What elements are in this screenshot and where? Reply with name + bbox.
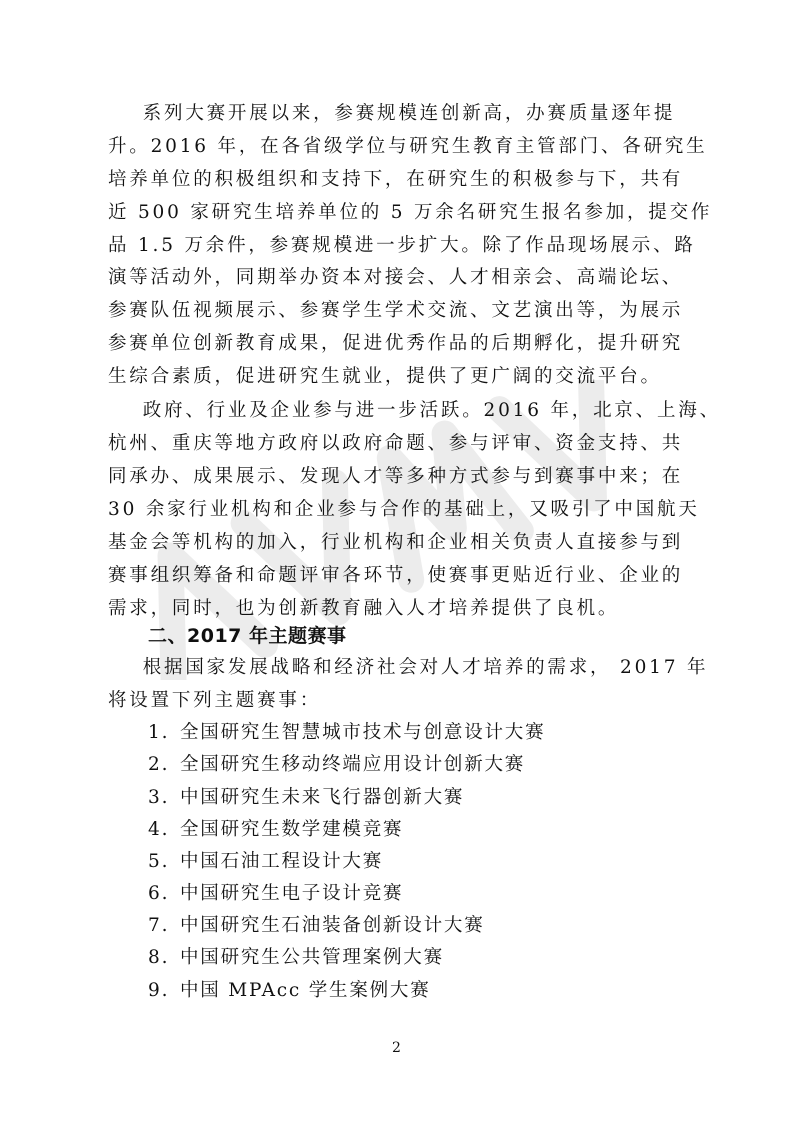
list-item-text: 中国研究生未来飞行器创新大赛 — [180, 787, 465, 808]
list-item-number: 9. — [148, 980, 170, 1001]
page-number: 2 — [392, 1040, 401, 1056]
list-item — [148, 846, 383, 878]
paragraph-line: 政府、行业及企业参与进一步活跃。2016 年，北京、上海、 — [108, 400, 721, 421]
list-item-number: 7. — [148, 915, 170, 936]
list-item-text: 中国研究生电子设计竞赛 — [180, 883, 404, 904]
list-item-text: 中国 MPAcc 学生案例大赛 — [180, 980, 431, 1001]
paragraph-line: 品 1.5 万余件，参赛规模进一步扩大。除了作品现场展示、路 — [108, 235, 696, 256]
paragraph-line: 近 500 家研究生培养单位的 5 万余名研究生报名参加，提交作 — [108, 202, 713, 223]
list-item — [148, 910, 485, 942]
paragraph-line: 培养单位的积极组织和支持下，在研究生的积极参与下，共有 — [108, 169, 684, 190]
section-heading: 二、2017 年主题赛事 — [148, 625, 347, 647]
paragraph-line: 赛事组织筹备和命题评审各环节，使赛事更贴近行业、企业的 — [108, 565, 684, 586]
list-item-text: 全国研究生数学建模竞赛 — [180, 819, 404, 840]
paragraph-line: 需求，同时，也为创新教育融入人才培养提供了良机。 — [108, 598, 620, 619]
list-item — [148, 878, 403, 910]
list-item — [148, 975, 431, 1007]
paragraph-line: 升。2016 年，在各省级学位与研究生教育主管部门、各研究生 — [108, 136, 708, 157]
paragraph-line: 30 余家行业机构和企业参与合作的基础上，又吸引了中国航天 — [108, 499, 700, 520]
list-item-number: 6. — [148, 883, 170, 904]
list-item-text: 全国研究生移动终端应用设计创新大赛 — [180, 754, 526, 775]
list-item — [148, 717, 545, 749]
list-item-text: 中国研究生公共管理案例大赛 — [180, 947, 444, 968]
list-item-text: 中国研究生石油装备创新设计大赛 — [180, 915, 485, 936]
paragraph-line: 参赛队伍视频展示、参赛学生学术交流、文艺演出等，为展示 — [108, 300, 684, 321]
list-item-number: 2. — [148, 754, 170, 775]
list-item — [148, 814, 403, 846]
list-item-number: 8. — [148, 947, 170, 968]
list-item — [148, 782, 464, 814]
list-item-text: 中国石油工程设计大赛 — [180, 851, 384, 872]
list-item — [148, 749, 525, 781]
list-item-number: 1. — [148, 722, 170, 743]
list-item — [148, 942, 444, 974]
list-item-number: 3. — [148, 787, 170, 808]
list-item-number: 4. — [148, 819, 170, 840]
paragraph-line: 基金会等机构的加入，行业机构和企业相关负责人直接参与到 — [108, 532, 684, 553]
paragraph-line: 同承办、成果展示、发现人才等多种方式参与到赛事中来；在 — [108, 466, 684, 487]
paragraph-line: 系列大赛开展以来，参赛规模连创新高，办赛质量逐年提 — [108, 103, 676, 124]
paragraph-line: 根据国家发展战略和经济社会对人才培养的需求， 2017 年 — [108, 657, 709, 678]
paragraph-line: 演等活动外，同期举办资本对接会、人才相亲会、高端论坛、 — [108, 267, 684, 288]
paragraph-line: 参赛单位创新教育成果，促进优秀作品的后期孵化，提升研究 — [108, 333, 684, 354]
list-item-text: 全国研究生智慧城市技术与创意设计大赛 — [180, 722, 546, 743]
paragraph-line: 将设置下列主题赛事： — [108, 690, 322, 711]
paragraph-line: 生综合素质，促进研究生就业，提供了更广阔的交流平台。 — [108, 366, 662, 387]
paragraph-line: 杭州、重庆等地方政府以政府命题、参与评审、资金支持、共 — [108, 433, 684, 454]
list-item-number: 5. — [148, 851, 170, 872]
